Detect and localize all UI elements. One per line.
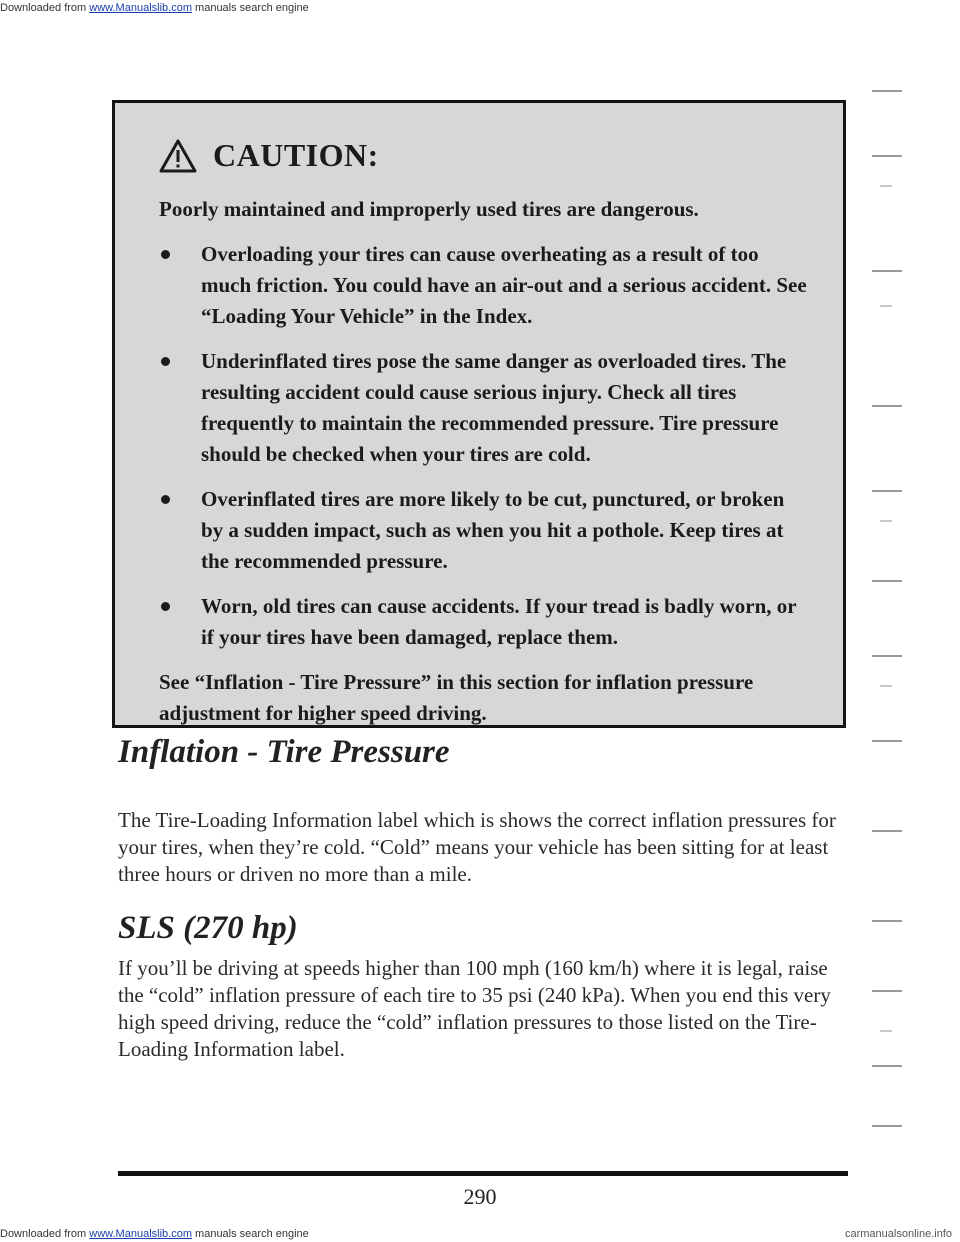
caution-header — [159, 137, 807, 174]
watermark-suffix: manuals search engine — [191, 1228, 309, 1240]
footer-left — [0, 1226, 309, 1242]
bullet-icon — [161, 357, 170, 366]
bullet-icon — [161, 495, 170, 504]
margin-mark — [880, 185, 892, 187]
margin-mark — [872, 740, 902, 742]
bullet-icon — [161, 250, 170, 259]
warning-triangle-icon — [159, 139, 197, 173]
watermark-prefix: Downloaded from — [0, 2, 90, 14]
caution-item — [159, 591, 807, 653]
caution-item — [159, 239, 807, 332]
caution-title: CAUTION: — [213, 137, 379, 173]
page-number: 290 — [463, 1184, 497, 1209]
margin-mark — [872, 990, 902, 992]
manualslib-footer-link[interactable]: www.Manualslib.com — [89, 1228, 192, 1240]
caution-item-text: Underinflated tires pose the same danger as overloaded tires. The resulting accident could cause serious injury. Check all tires frequently to maintain the recommended pressure. Tire pressure should be checked when your tires are cold. — [201, 349, 787, 466]
carmanualsonline-watermark: carmanualsonline.info — [844, 1228, 952, 1240]
caution-list — [159, 239, 807, 653]
section-heading: Inflation - Tire Pressure — [118, 734, 450, 770]
caution-item-text: Overinflated tires are more likely to be cut, punctured, or broken by a sudden impact, such as when you hit a pothole. Keep tires at the recommended pressure. — [201, 487, 785, 573]
margin-mark — [872, 90, 902, 92]
subsection-heading: SLS (270 hp) — [118, 910, 298, 946]
footer-watermark — [0, 1226, 960, 1242]
caution-item-text: Overloading your tires can cause overheating as a result of too much friction. You could have an air-out and a serious accident. See “Loading Your Vehicle” in the Index. — [201, 242, 807, 328]
margin-mark — [872, 270, 902, 272]
margin-mark — [872, 655, 902, 657]
margin-mark — [880, 685, 892, 687]
bullet-icon — [161, 602, 170, 611]
caution-closing: See “Inflation - Tire Pressure” in this section for inflation pressure adjustment for higher speed driving. — [159, 670, 754, 725]
caution-item-text: Worn, old tires can cause accidents. If your tread is badly worn, or if your tires have been damaged, replace them. — [201, 594, 797, 649]
margin-mark — [872, 1125, 902, 1127]
margin-mark — [880, 305, 892, 307]
caution-item — [159, 346, 807, 470]
margin-mark — [872, 155, 902, 157]
manualslib-link[interactable]: www.Manualslib.com — [89, 2, 192, 14]
margin-mark — [872, 920, 902, 922]
margin-mark — [872, 490, 902, 492]
margin-mark — [880, 1030, 892, 1032]
watermark-prefix: Downloaded from — [0, 1228, 90, 1240]
margin-mark — [872, 1065, 902, 1067]
margin-mark — [872, 405, 902, 407]
caution-box — [112, 100, 846, 728]
caution-item — [159, 484, 807, 577]
margin-mark — [880, 520, 892, 522]
watermark-suffix: manuals search engine — [191, 2, 309, 14]
download-watermark — [0, 0, 960, 16]
section-paragraph: The Tire-Loading Information label which is shows the correct inflation pressures for your tires, when they’re cold. “Cold” means your vehicle has been sitting for at least three hours or driven no more than a mile. — [118, 808, 836, 886]
caution-intro: Poorly maintained and improperly used tires are dangerous. — [159, 197, 699, 221]
margin-mark — [872, 830, 902, 832]
subsection-paragraph: If you’ll be driving at speeds higher than 100 mph (160 km/h) where it is legal, raise the “cold” inflation pressure of each tire to 35 psi (240 kPa). When you end this very high speed driving, reduce the “cold” inflation pressures to those listed on the Tire-Loading Information label. — [118, 956, 831, 1061]
footer-rule — [118, 1171, 848, 1176]
margin-mark — [872, 580, 902, 582]
